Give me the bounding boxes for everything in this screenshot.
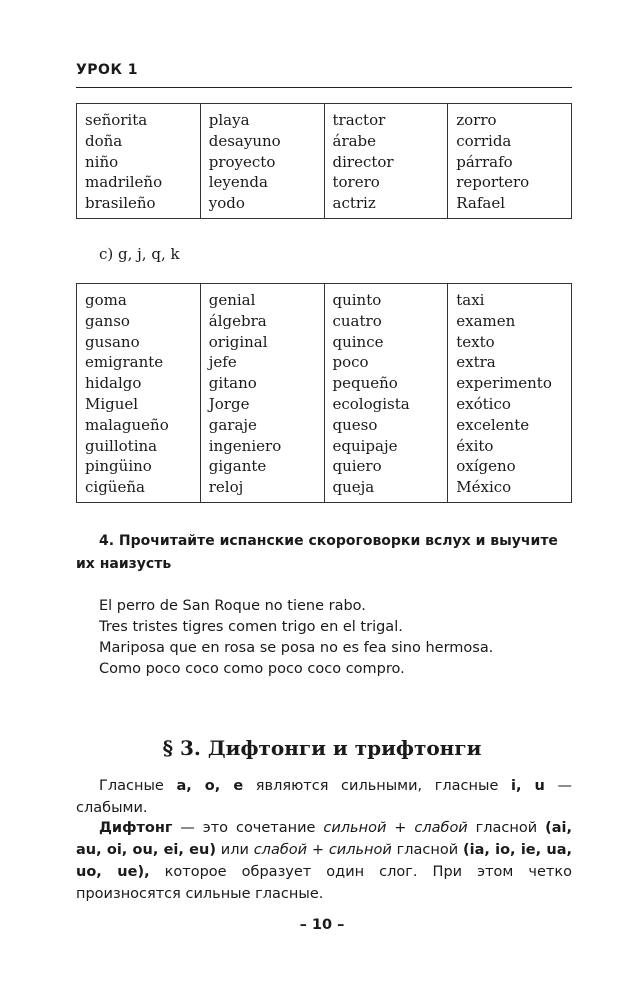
table-column-2	[200, 104, 324, 219]
subheading-c: c) g, j, q, k	[99, 245, 180, 263]
tongue-twister-line: El perro de San Roque no tiene rabo.	[99, 598, 366, 614]
table-column-1	[77, 104, 201, 219]
word-cell: excelente	[456, 415, 530, 434]
tongue-twisters	[99, 596, 493, 680]
tongue-twister-line: Como poco coco como poco coco compro.	[99, 661, 405, 677]
table-column-4	[448, 104, 572, 219]
word-cell: gitano	[208, 374, 257, 393]
emphasis-run: сильной + слабой	[323, 820, 468, 836]
word-cell: jefe	[208, 353, 237, 372]
word-cell: original	[208, 332, 268, 351]
table-column-4	[448, 284, 572, 503]
tongue-twister-line: Tres tristes tigres comen trigo en el trigal.	[99, 619, 403, 635]
word-cell: brasileño	[85, 194, 156, 213]
word-cell: torero	[332, 173, 380, 192]
word-cell: malagueño	[85, 415, 169, 434]
header-rule	[76, 87, 572, 88]
word-cell: proyecto	[208, 152, 276, 171]
word-cell: extra	[456, 353, 496, 372]
text-run: или	[215, 842, 254, 858]
text-run: гласной	[391, 842, 463, 858]
word-cell: director	[332, 152, 394, 171]
word-cell: equipaje	[332, 436, 398, 455]
word-cell: señorita	[85, 111, 148, 129]
emphasis-run: слабой + сильной	[253, 842, 392, 858]
word-cell: ingeniero	[208, 436, 282, 455]
word-cell: queja	[332, 478, 375, 497]
tongue-twister-line: Mariposa que en rosa se posa no es fea sino hermosa.	[99, 640, 494, 656]
table-row	[77, 284, 572, 503]
table-column-2	[200, 284, 324, 503]
text-run: гласной	[467, 820, 546, 836]
chapter-header: УРОК 1	[76, 62, 139, 78]
diphthong-examples-2: (ia, io, ie, ua, uo, ue),	[76, 842, 572, 880]
word-cell: experimento	[456, 374, 552, 393]
word-cell: goma	[85, 291, 127, 309]
word-cell: poco	[332, 353, 369, 372]
word-cell: doña	[85, 131, 123, 150]
word-cell: guillotina	[85, 436, 158, 455]
word-cell: genial	[208, 291, 256, 309]
term-diphthong: Дифтонг	[99, 820, 173, 836]
section-title: § 3. Дифтонги и трифтонги	[162, 736, 482, 760]
word-cell: queso	[332, 415, 378, 434]
vowels-paragraph	[76, 775, 572, 819]
word-cell: quiero	[332, 457, 382, 476]
text-run: которое образует один слог. При этом четко произносятся сильные гласные.	[76, 864, 572, 902]
page-number: – 10 –	[299, 917, 345, 933]
word-cell: cuatro	[332, 311, 382, 330]
word-cell: exótico	[456, 394, 511, 413]
word-cell: pequeño	[332, 374, 398, 393]
word-cell: árabe	[332, 131, 377, 150]
text-run: Гласные	[99, 778, 177, 794]
table-column-3	[324, 104, 448, 219]
word-table-2	[76, 283, 572, 503]
word-cell: Jorge	[208, 394, 250, 413]
word-cell: niño	[85, 152, 119, 171]
word-cell: gusano	[85, 332, 140, 351]
word-cell: párrafo	[456, 152, 513, 171]
word-cell: gigante	[208, 457, 267, 476]
word-cell: texto	[456, 332, 495, 351]
word-cell: reportero	[456, 173, 530, 192]
word-cell: quince	[332, 332, 384, 351]
table-row	[77, 104, 572, 219]
word-cell: pingüino	[85, 457, 152, 476]
word-cell: hidalgo	[85, 374, 142, 393]
word-cell: éxito	[456, 436, 494, 455]
text-run: являются сильными, гласные	[243, 778, 511, 794]
word-cell: playa	[208, 111, 250, 129]
diphthong-paragraph	[76, 817, 572, 905]
word-cell: emigrante	[85, 353, 164, 372]
word-cell: oxígeno	[456, 457, 516, 476]
word-cell: quinto	[332, 291, 382, 309]
word-cell: tractor	[332, 111, 386, 129]
word-cell: desayuno	[208, 131, 281, 150]
word-cell: actriz	[332, 194, 376, 213]
word-cell: reloj	[208, 478, 244, 497]
word-cell: examen	[456, 311, 516, 330]
word-cell: garaje	[208, 415, 257, 434]
word-cell: cigüeña	[85, 478, 145, 497]
word-cell: álgebra	[208, 311, 267, 330]
text-run: — слабыми.	[76, 778, 572, 816]
word-cell: leyenda	[208, 173, 268, 192]
word-cell: corrida	[456, 131, 512, 150]
word-cell: taxi	[456, 291, 485, 309]
word-cell: Rafael	[456, 194, 505, 213]
word-cell: madrileño	[85, 173, 163, 192]
word-cell: ganso	[85, 311, 130, 330]
table-column-1	[77, 284, 201, 503]
word-cell: México	[456, 478, 512, 497]
strong-vowels: a, o, e	[176, 778, 244, 794]
task-4-instruction: 4. Прочитайте испанские скороговорки вслух и выучите их наизусть	[76, 533, 558, 572]
word-cell: yodo	[208, 194, 245, 213]
word-cell: ecologista	[332, 394, 410, 413]
text-run: — это сочетание	[172, 820, 324, 836]
word-cell: zorro	[456, 111, 497, 129]
diphthong-examples-1: (ai, au, oi, ou, ei, eu)	[76, 820, 572, 858]
table-column-3	[324, 284, 448, 503]
word-cell: Miguel	[85, 394, 139, 413]
weak-vowels: i, u	[511, 778, 545, 794]
word-table-1	[76, 103, 572, 219]
